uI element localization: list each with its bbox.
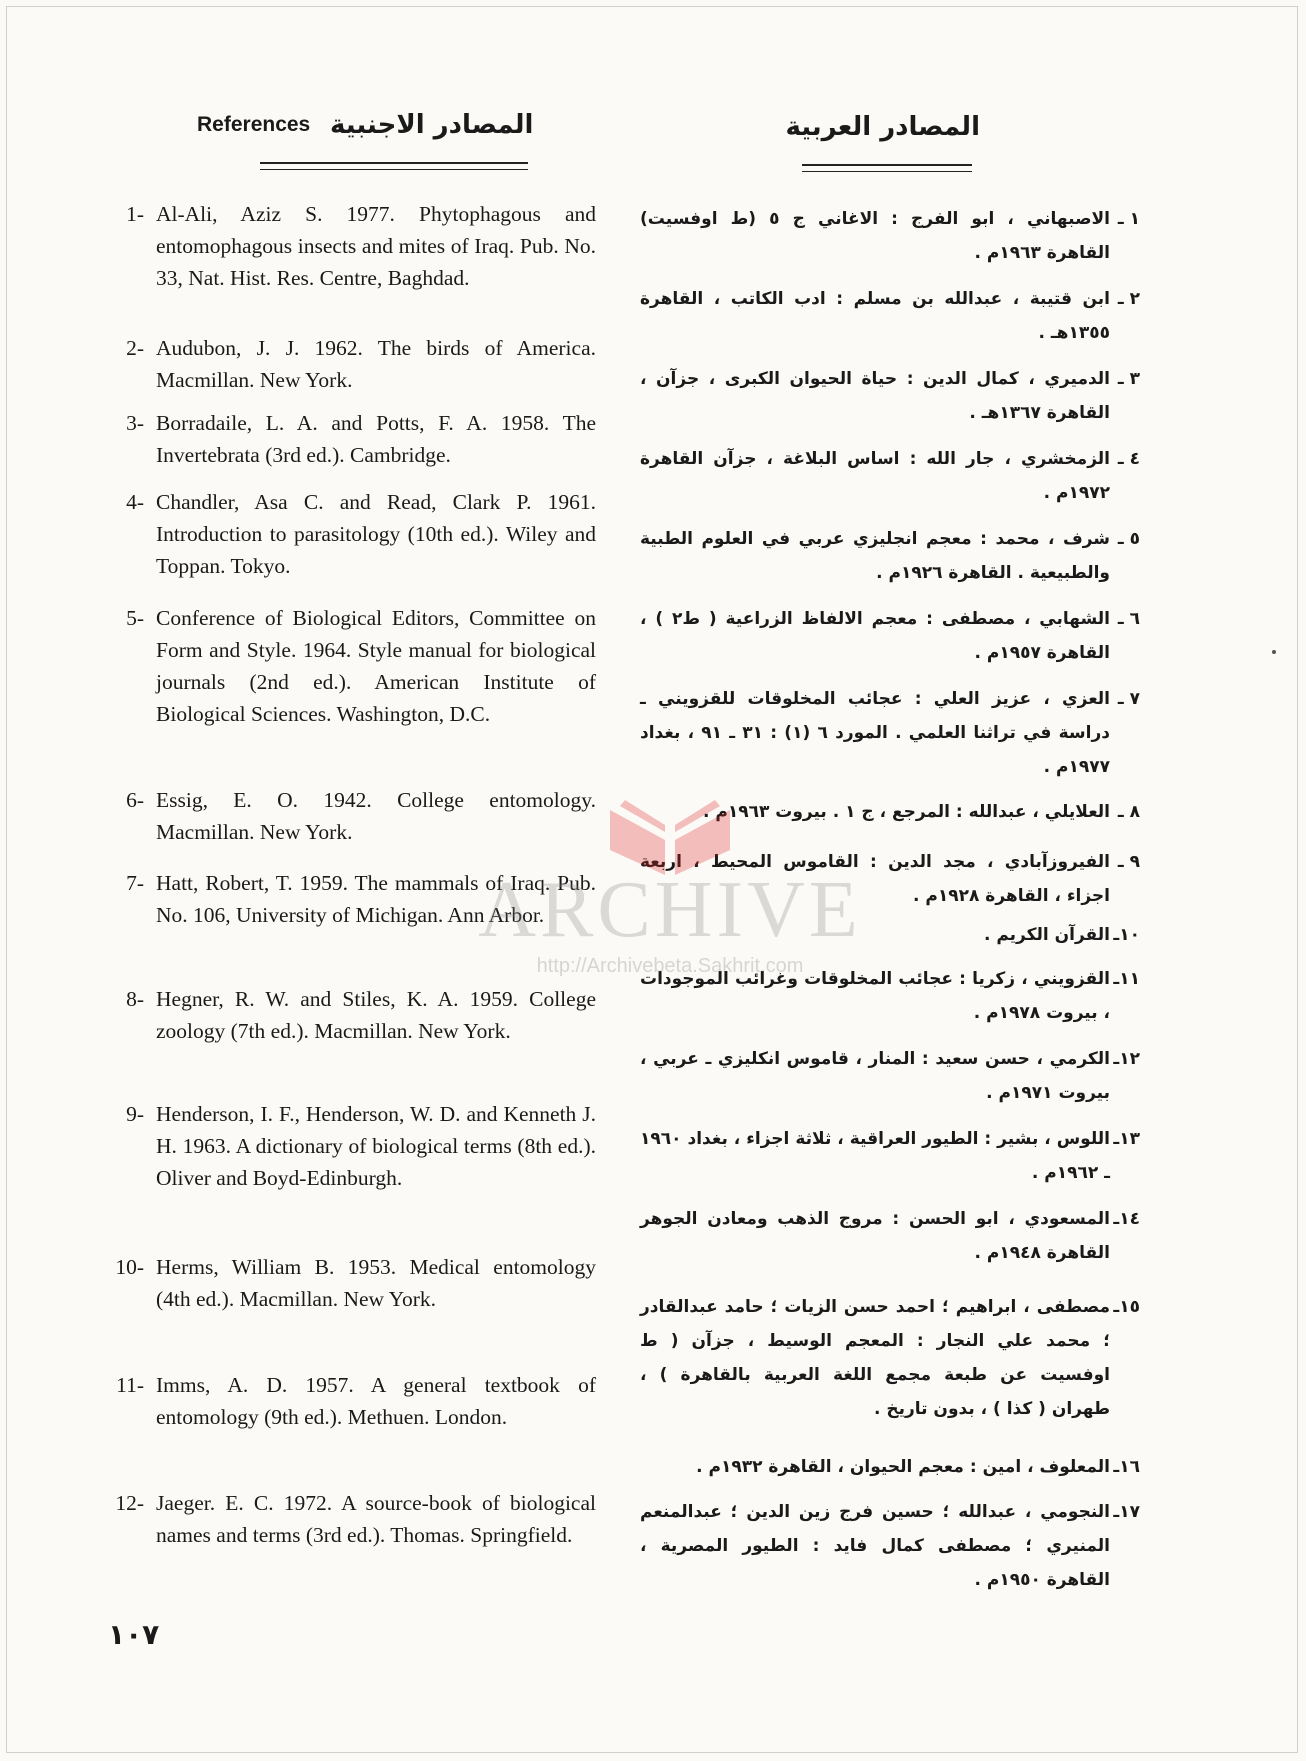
heading-rule bbox=[802, 171, 972, 172]
ref-number: ١٧ـ bbox=[1113, 1502, 1140, 1522]
ref-number: ١٢ـ bbox=[1113, 1049, 1140, 1069]
ref-number: ٧ ـ bbox=[1117, 689, 1140, 709]
ref-number: ١١ـ bbox=[1113, 969, 1140, 989]
arabic-reference bbox=[640, 682, 1140, 784]
ref-number: ١ ـ bbox=[1117, 209, 1140, 229]
ref-number: 9- bbox=[126, 1102, 144, 1126]
arabic-reference bbox=[640, 282, 1140, 350]
ref-number: ٢ ـ bbox=[1117, 289, 1140, 309]
ref-number: 11- bbox=[116, 1373, 144, 1397]
ref-text: النجومي ، عبدالله ؛ حسين فرج زين الدين ؛ عبدالمنعم المنيري ؛ مصطفى كمال فايد : الطيور المصرية ، القاهرة ١٩٥٠م . bbox=[640, 1502, 1110, 1590]
arabic-reference bbox=[640, 1290, 1140, 1426]
arabic-reference bbox=[640, 442, 1140, 510]
ref-number: ٥ ـ bbox=[1117, 529, 1140, 549]
arabic-reference bbox=[640, 1122, 1140, 1190]
ref-text: Jaeger. E. C. 1972. A source-book of biological names and terms (3rd ed.). Thomas. Springfield. bbox=[156, 1491, 596, 1547]
page-number: ١٠٧ bbox=[108, 1618, 160, 1651]
arabic-reference bbox=[640, 795, 1140, 829]
ref-text: Conference of Biological Editors, Committee on Form and Style. 1964. Style manual for biological journals (2nd ed.). American Institute of Biological Sciences. Washington, D.C. bbox=[156, 606, 596, 726]
ref-number: 4- bbox=[126, 490, 144, 514]
ref-text: Essig, E. O. 1942. College entomology. Macmillan. New York. bbox=[156, 788, 596, 844]
ref-text: Henderson, I. F., Henderson, W. D. and Kenneth J. H. 1963. A dictionary of biological terms (8th ed.). Oliver and Boyd-Edinburgh. bbox=[156, 1102, 596, 1190]
english-reference bbox=[100, 198, 600, 294]
ref-text: المسعودي ، ابو الحسن : مروج الذهب ومعادن الجوهر القاهرة ١٩٤٨م . bbox=[640, 1209, 1110, 1263]
ref-number: 8- bbox=[126, 987, 144, 1011]
ref-number: 6- bbox=[126, 788, 144, 812]
heading-rule bbox=[260, 162, 528, 164]
english-reference bbox=[100, 407, 600, 471]
ref-text: العزي ، عزيز العلي : عجائب المخلوقات للقزويني ـ دراسة في تراثنا العلمي . المورد ٦ (١) : ٣١ ـ ٩١ ، بغداد ١٩٧٧م . bbox=[640, 689, 1110, 777]
watermark-text: ARCHIVE bbox=[478, 866, 862, 954]
ref-text: Hatt, Robert, T. 1959. The mammals of Iraq. Pub. No. 106, University of Michigan. Ann Arbor. bbox=[156, 871, 596, 927]
ref-number: ١٦ـ bbox=[1113, 1457, 1140, 1477]
ref-text: اللوس ، بشير : الطيور العراقية ، ثلاثة اجزاء ، بغداد ١٩٦٠ ـ ١٩٦٢م . bbox=[640, 1129, 1110, 1183]
ref-number: 3- bbox=[126, 411, 144, 435]
arabic-reference bbox=[640, 918, 1140, 952]
arabic-references-heading bbox=[780, 108, 980, 178]
ref-number: 2- bbox=[126, 336, 144, 360]
references-heading-ar: المصادر الاجنبية bbox=[330, 110, 534, 140]
references-heading-en: References bbox=[197, 113, 311, 136]
ref-text: Imms, A. D. 1957. A general textbook of entomology (9th ed.). Methuen. London. bbox=[156, 1373, 596, 1429]
ref-text: Audubon, J. J. 1962. The birds of America. Macmillan. New York. bbox=[156, 336, 596, 392]
arabic-reference bbox=[640, 1202, 1140, 1270]
ref-number: 5- bbox=[126, 606, 144, 630]
ref-number: ٣ ـ bbox=[1117, 369, 1140, 389]
ref-text: Al-Ali, Aziz S. 1977. Phytophagous and entomophagous insects and mites of Iraq. Pub. No. 33, Nat. Hist. Res. Centre, Baghdad. bbox=[156, 202, 596, 290]
ref-text: Chandler, Asa C. and Read, Clark P. 1961. Introduction to parasitology (10th ed.). Wiley and Toppan. Tokyo. bbox=[156, 490, 596, 578]
foreign-references-heading bbox=[100, 108, 600, 178]
ref-number: ١٠ـ bbox=[1113, 925, 1140, 945]
arabic-reference bbox=[640, 202, 1140, 270]
arabic-heading: المصادر العربية bbox=[785, 112, 980, 142]
ref-number: ٩ ـ bbox=[1117, 852, 1140, 872]
ref-text: Hegner, R. W. and Stiles, K. A. 1959. College zoology (7th ed.). Macmillan. New York. bbox=[156, 987, 596, 1043]
scan-speck bbox=[1272, 650, 1276, 654]
ref-text: القرآن الكريم . bbox=[983, 925, 1110, 945]
arabic-reference bbox=[640, 1495, 1140, 1597]
arabic-reference bbox=[640, 845, 1140, 913]
heading-rule bbox=[260, 169, 528, 170]
english-reference bbox=[100, 1487, 600, 1551]
arabic-reference bbox=[640, 962, 1140, 1030]
ref-number: 1- bbox=[126, 202, 144, 226]
ref-number: 12- bbox=[115, 1491, 144, 1515]
heading-rule bbox=[802, 164, 972, 166]
arabic-reference bbox=[640, 362, 1140, 430]
ref-text: الشهابي ، مصطفى : معجم الالفاظ الزراعية ( ط٢ ) ، القاهرة ١٩٥٧م . bbox=[640, 609, 1110, 663]
ref-number: ٨ ـ bbox=[1117, 802, 1140, 822]
ref-text: الكرمي ، حسن سعيد : المنار ، قاموس انكليزي ـ عربي ، بيروت ١٩٧١م . bbox=[640, 1049, 1110, 1103]
arabic-reference bbox=[640, 1042, 1140, 1110]
english-reference bbox=[100, 1251, 600, 1315]
ref-text: الزمخشري ، جار الله : اساس البلاغة ، جزآن القاهرة ١٩٧٢م . bbox=[640, 449, 1110, 503]
arabic-reference bbox=[640, 522, 1140, 590]
ref-text: مصطفى ، ابراهيم ؛ احمد حسن الزيات ؛ حامد عبدالقادر ؛ محمد علي النجار : المعجم الوسيط ، جزآن ( ط اوفسيت عن طبعة مجمع اللغة العربية بالقاهرة ) ، طهران ( كذا ) ، بدون تاريخ . bbox=[640, 1297, 1110, 1419]
ref-text: Borradaile, L. A. and Potts, F. A. 1958. The Invertebrata (3rd ed.). Cambridge. bbox=[156, 411, 596, 467]
watermark-url: http://Archivebeta.Sakhrit.com bbox=[536, 955, 804, 977]
english-reference bbox=[100, 1369, 600, 1433]
ref-text: Herms, William B. 1953. Medical entomology (4th ed.). Macmillan. New York. bbox=[156, 1255, 596, 1311]
ref-number: ٦ ـ bbox=[1117, 609, 1140, 629]
english-reference bbox=[100, 486, 600, 582]
ref-number: ٤ ـ bbox=[1117, 449, 1140, 469]
english-reference bbox=[100, 602, 600, 730]
ref-number: ١٣ـ bbox=[1113, 1129, 1140, 1149]
ref-text: شرف ، محمد : معجم انجليزي عربي في العلوم الطبية والطبيعية . القاهرة ١٩٢٦م . bbox=[640, 529, 1110, 583]
arabic-reference bbox=[640, 602, 1140, 670]
english-reference bbox=[100, 1098, 600, 1194]
ref-number: ١٥ـ bbox=[1113, 1297, 1140, 1317]
ref-text: الفيروزآبادي ، مجد الدين : القاموس المحيط ، اربعة اجزاء ، القاهرة ١٩٢٨م . bbox=[640, 852, 1110, 906]
ref-number: ١٤ـ bbox=[1113, 1209, 1140, 1229]
arabic-reference bbox=[640, 1450, 1140, 1484]
ref-text: العلايلي ، عبدالله : المرجع ، ج ١ . بيروت ١٩٦٣م . bbox=[702, 802, 1110, 822]
english-reference bbox=[100, 867, 600, 931]
ref-text: الاصبهاني ، ابو الفرج : الاغاني ج ٥ (ط اوفسيت) القاهرة ١٩٦٣م . bbox=[640, 209, 1110, 263]
ref-number: 10- bbox=[115, 1255, 144, 1279]
ref-number: 7- bbox=[126, 871, 144, 895]
ref-text: ابن قتيبة ، عبدالله بن مسلم : ادب الكاتب ، القاهرة ١٣٥٥هـ . bbox=[640, 289, 1110, 343]
english-reference bbox=[100, 784, 600, 848]
ref-text: القزويني ، زكريا : عجائب المخلوقات وغرائب الموجودات ، بيروت ١٩٧٨م . bbox=[640, 969, 1110, 1023]
english-reference bbox=[100, 983, 600, 1047]
ref-text: المعلوف ، امين : معجم الحيوان ، القاهرة ١٩٣٢م . bbox=[696, 1457, 1110, 1477]
english-reference bbox=[100, 332, 600, 396]
ref-text: الدميري ، كمال الدين : حياة الحيوان الكبرى ، جزآن ، القاهرة ١٣٦٧هـ . bbox=[640, 369, 1110, 423]
